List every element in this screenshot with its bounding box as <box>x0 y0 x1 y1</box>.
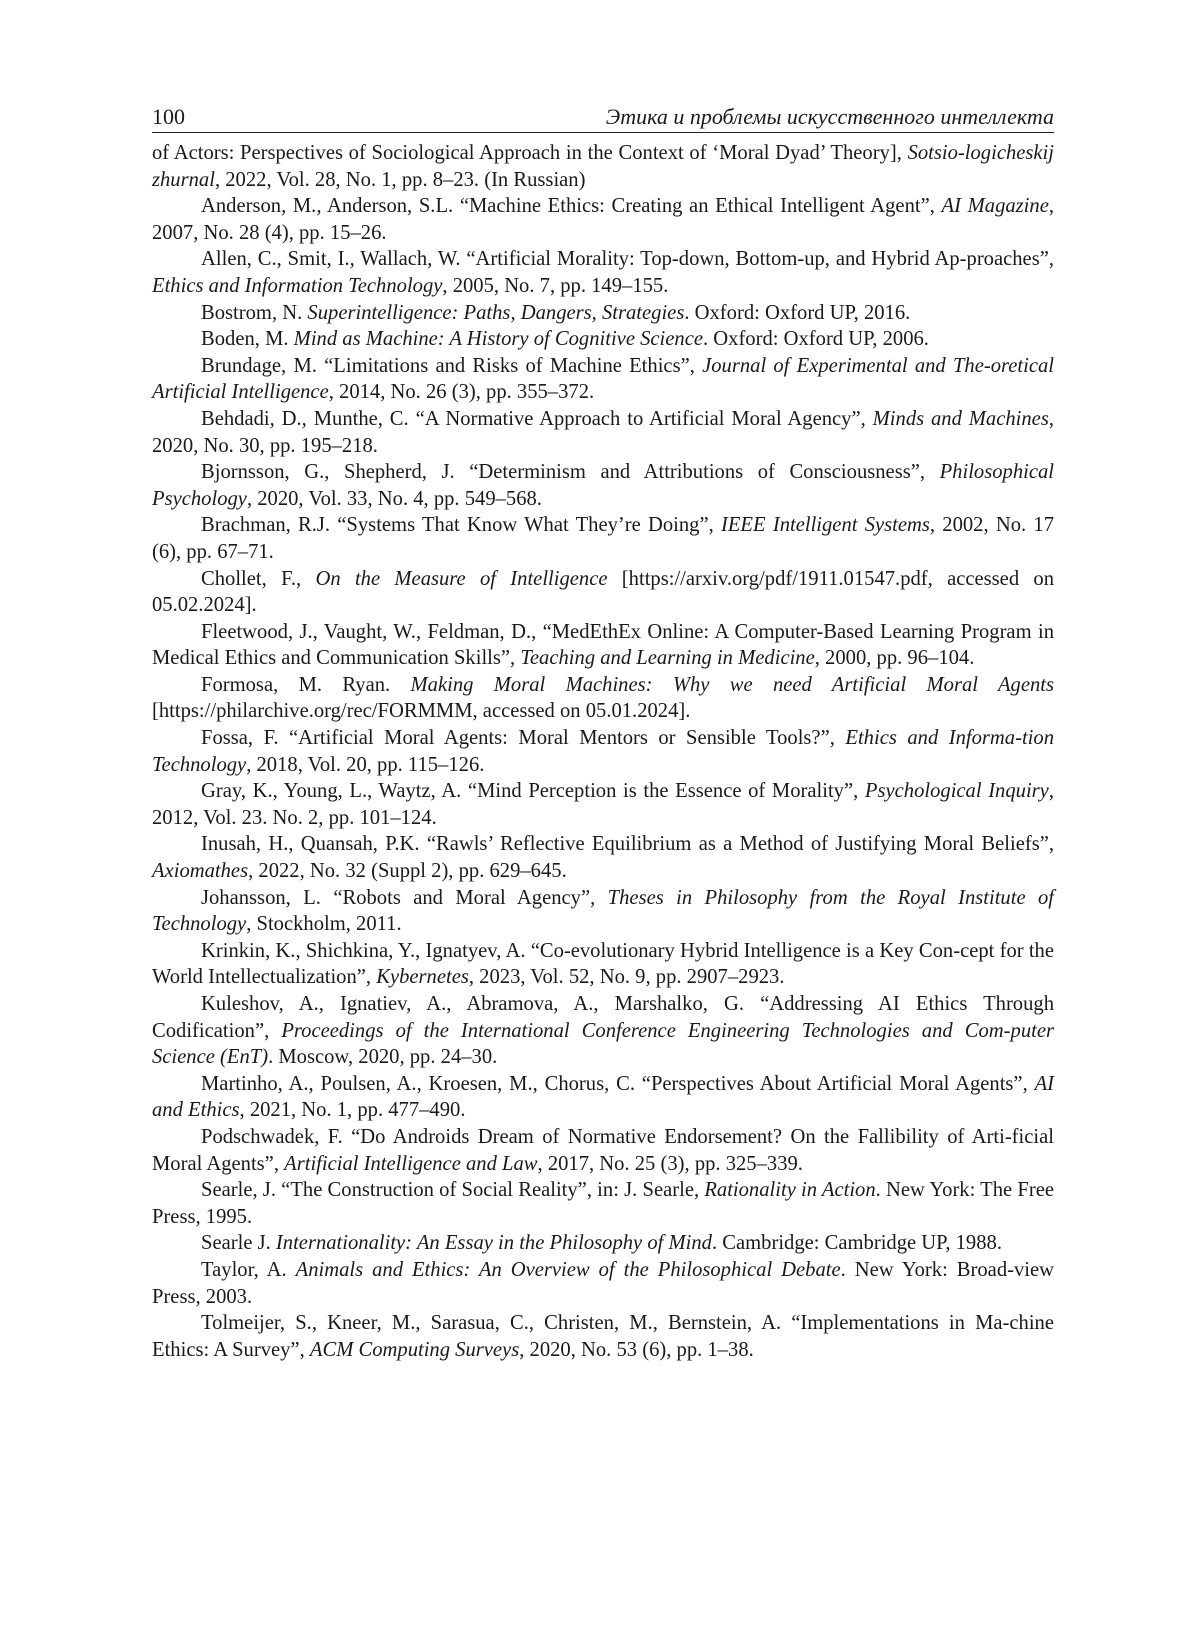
reference-item: Taylor, A. Animals and Ethics: An Overview of the Philosophical Debate. New York: Broad-view Press, 2003. <box>152 1258 1055 1308</box>
reference-item: Tolmeijer, S., Kneer, M., Sarasua, C., Christen, M., Bernstein, A. “Implementations in Ma-chine Ethics: A Survey”, ACM Computing Surveys, 2020, No. 53 (6), pp. 1–38. <box>152 1312 1054 1361</box>
reference-item: Inusah, H., Quansah, P.K. “Rawls’ Reflective Equilibrium as a Method of Justifying Moral Beliefs”, Axiomathes, 2022, No. 32 (Suppl 2), pp. 629–645. <box>152 833 1054 883</box>
reference-item: Formosa, M. Ryan. Making Moral Machines: Why we need Artificial Moral Agents [https://philarchive.org/rec/FORMMM, accessed on 05.01.2024]. <box>152 673 1054 723</box>
reference-item: Boden, M. Mind as Machine: A History of Cognitive Science. Oxford: Oxford UP, 2006. <box>201 328 929 351</box>
reference-item: Fleetwood, J., Vaught, W., Feldman, D., “MedEthEx Online: A Computer-Based Learning Program in Medical Ethics and Communication Skills”, Teaching and Learning in Medicine, 2000, pp. 96–104. <box>152 620 1054 670</box>
reference-item: Krinkin, K., Shichkina, Y., Ignatyev, A. “Co-evolutionary Hybrid Intelligence is a Key Con-cept for the World Intellectualization”, Kybernetes, 2023, Vol. 52, No. 9, pp. 2907–2923. <box>152 939 1054 989</box>
reference-item: Gray, K., Young, L., Waytz, A. “Mind Perception is the Essence of Morality”, Psychological Inquiry, 2012, Vol. 23. No. 2, pp. 101–124. <box>152 780 1054 829</box>
reference-item: Brachman, R.J. “Systems That Know What They’re Doing”, IEEE Intelligent Systems, 2002, No. 17 (6), pp. 67–71. <box>152 514 1055 563</box>
page-number: 100 <box>152 104 185 129</box>
reference-item: Martinho, A., Poulsen, A., Kroesen, M., Chorus, C. “Perspectives About Artificial Moral Agents”, AI and Ethics, 2021, No. 1, pp. 477–490. <box>152 1072 1054 1122</box>
reference-item: Searle J. Internationality: An Essay in the Philosophy of Mind. Cambridge: Cambridge UP, 1988. <box>201 1232 1002 1255</box>
reference-item: Allen, C., Smit, I., Wallach, W. “Artificial Morality: Top-down, Bottom-up, and Hybrid Ap-proaches”, Ethics and Information Technology, 2005, No. 7, pp. 149–155. <box>152 248 1054 297</box>
reference-item: Kuleshov, A., Ignatiev, A., Abramova, A., Marshalko, G. “Addressing AI Ethics Through Codification”, Proceedings of the International Conference Engineering Technologies and Com-puter Science (EnT). Moscow, 2020, pp. 24–30. <box>152 993 1055 1069</box>
running-header <box>152 104 1054 133</box>
reference-item: Bostrom, N. Superintelligence: Paths, Dangers, Strategies. Oxford: Oxford UP, 2016. <box>201 301 911 324</box>
reference-item: Anderson, M., Anderson, S.L. “Machine Ethics: Creating an Ethical Intelligent Agent”, AI Magazine, 2007, No. 28 (4), pp. 15–26. <box>152 195 1054 244</box>
reference-list <box>152 140 1054 1363</box>
reference-item: Bjornsson, G., Shepherd, J. “Determinism and Attributions of Consciousness”, Philosophical Psychology, 2020, Vol. 33, No. 4, pp. 549–568. <box>152 461 1054 510</box>
reference-item: Johansson, L. “Robots and Moral Agency”, Theses in Philosophy from the Royal Institute of Technology, Stockholm, 2011. <box>152 886 1055 936</box>
reference-item: Searle, J. “The Construction of Social Reality”, in: J. Searle, Rationality in Action. New York: The Free Press, 1995. <box>152 1179 1054 1228</box>
reference-item: Fossa, F. “Artificial Moral Agents: Moral Mentors or Sensible Tools?”, Ethics and Informa-tion Technology, 2018, Vol. 20, pp. 115–126. <box>152 727 1054 776</box>
running-title: Этика и проблемы искусственного интеллекта <box>605 104 1054 129</box>
reference-item: Chollet, F., On the Measure of Intelligence [https://arxiv.org/pdf/1911.01547.pdf, accessed on 05.02.2024]. <box>152 567 1055 617</box>
page <box>152 104 1054 1363</box>
reference-item: Brundage, M. “Limitations and Risks of Machine Ethics”, Journal of Experimental and The-oretical Artificial Intelligence, 2014, No. 26 (3), pp. 355–372. <box>152 354 1054 404</box>
reference-item: of Actors: Perspectives of Sociological Approach in the Context of ‘Moral Dyad’ Theory], Sotsio-logicheskij zhurnal, 2022, Vol. 28, No. 1, pp. 8–23. (In Russian) <box>152 142 1054 191</box>
reference-item: Behdadi, D., Munthe, C. “A Normative Approach to Artificial Moral Agency”, Minds and Machines, 2020, No. 30, pp. 195–218. <box>152 407 1054 457</box>
reference-item: Podschwadek, F. “Do Androids Dream of Normative Endorsement? On the Fallibility of Arti-ficial Moral Agents”, Artificial Intelligence and Law, 2017, No. 25 (3), pp. 325–339. <box>152 1125 1054 1175</box>
